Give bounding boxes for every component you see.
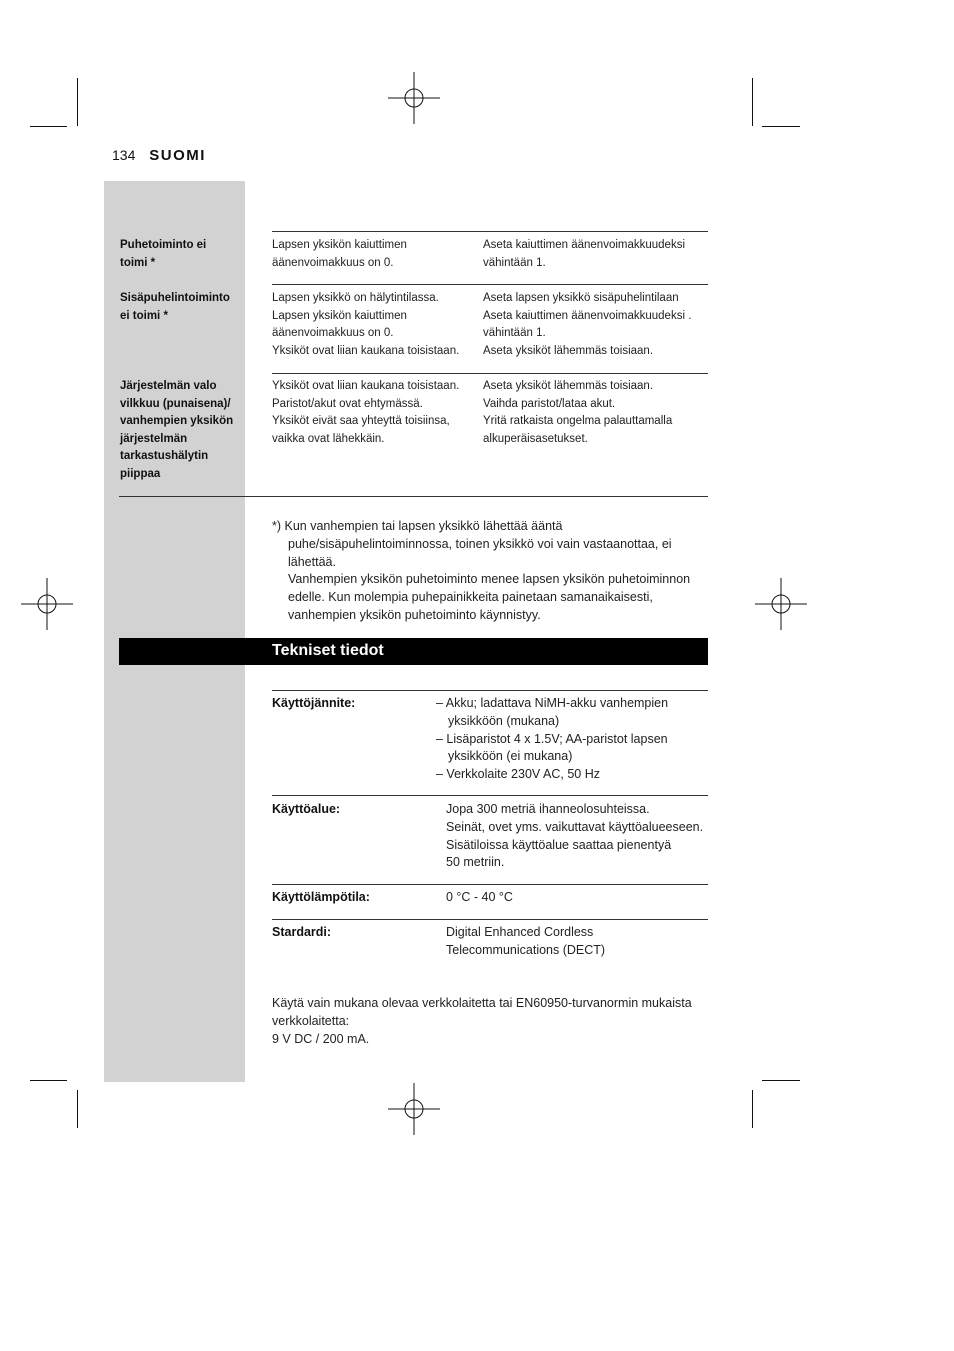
spec-label: Käyttölämpötila: (272, 890, 370, 904)
table-row-problem: Puhetoiminto ei toimi * (120, 239, 207, 269)
spec-label: Käyttöalue: (272, 802, 341, 816)
section-heading-bar (119, 638, 708, 665)
crop-mark (30, 1080, 67, 1081)
crop-mark (77, 1090, 78, 1128)
spec-value: – Akku; ladattava NiMH-akku vanhempien yksikköön (mukana) – Lisäparistot 4 x 1.5V; AA-paristot lapsen yksikköön (ei mukana) – Verkkolaite 230V AC, 50 Hz (436, 696, 669, 782)
crop-mark (762, 126, 800, 127)
table-row-cause: Lapsen yksikön kaiuttimen äänenvoimakkuus on 0. (272, 239, 407, 269)
table-row-cause: Yksiköt ovat liian kaukana toisistaan. Paristot/akut ovat ehtymässä. Yksiköt eivät saa yhteyttä toisiinsa, vaikka ovat lähekkäin. (272, 380, 460, 445)
table-row-problem: Sisäpuhelintoiminto ei toimi * (120, 292, 230, 322)
crop-mark (30, 126, 67, 127)
table-row-remedy: Aseta lapsen yksikkö sisäpuhelintilaan Aseta kaiuttimen äänenvoimakkuudeksi . vähintään 1. Aseta yksiköt lähemmäs toisiaan. (483, 292, 692, 357)
registration-mark-icon (21, 578, 73, 630)
table-divider (272, 690, 708, 691)
crop-mark (762, 1080, 800, 1081)
table-divider (272, 373, 708, 374)
table-row-problem: Järjestelmän valo vilkkuu (punaisena)/ vanhempien yksikön järjestelmän tarkastushälytin piippaa (120, 380, 234, 480)
table-row-remedy: Aseta yksiköt lähemmäs toisiaan. Vaihda paristot/lataa akut. Yritä ratkaista ongelma palauttamalla alkuperäisasetukset. (483, 380, 673, 445)
spec-label: Käyttöjännite: (272, 696, 356, 710)
page-number: 134 (112, 147, 136, 163)
table-divider (272, 919, 708, 920)
language-title: SUOMI (149, 147, 206, 164)
table-row-cause: Lapsen yksikkö on hälytintilassa. Lapsen yksikön kaiuttimen äänenvoimakkuus on 0. Yksiköt ovat liian kaukana toisistaan. (272, 292, 460, 357)
registration-mark-icon (388, 72, 440, 124)
table-divider (272, 284, 708, 285)
table-divider (272, 795, 708, 796)
table-divider (272, 884, 708, 885)
registration-mark-icon (388, 1083, 440, 1135)
spec-value: Jopa 300 metriä ihanneolosuhteissa. Seinät, ovet yms. vaikuttavat käyttöalueeseen. Sisätiloissa käyttöalue saattaa pienentyä 50 metriin. (446, 802, 704, 870)
spec-value: Digital Enhanced Cordless Telecommunications (DECT) (446, 925, 606, 957)
table-divider (119, 496, 708, 497)
crop-mark (752, 78, 753, 126)
running-header (112, 147, 206, 164)
table-row-remedy: Aseta kaiuttimen äänenvoimakkuudeksi vähintään 1. (483, 239, 686, 269)
footnote: *) Kun vanhempien tai lapsen yksikkö lähettää ääntä puhe/sisäpuhelintoiminnossa, toinen yksikkö voi vain vastaanottaa, ei lähettää. Vanhempien yksikön puhetoiminto menee lapsen yksikön puhetoiminnon edelle. Kun molempia puhepainikkeita painetaan samanaikaisesti, vanhempien yksikön puhetoiminto käynnistyy. (272, 519, 691, 622)
section-title: Tekniset tiedot (272, 642, 384, 659)
crop-mark (77, 78, 78, 126)
spec-value: 0 °C - 40 °C (446, 890, 513, 904)
power-supply-note: Käytä vain mukana olevaa verkkolaitetta tai EN60950-turvanormin mukaista verkkolaitetta: 9 V DC / 200 mA. (272, 996, 692, 1046)
registration-mark-icon (755, 578, 807, 630)
table-divider (272, 231, 708, 232)
crop-mark (752, 1090, 753, 1128)
spec-label: Stardardi: (272, 925, 332, 939)
